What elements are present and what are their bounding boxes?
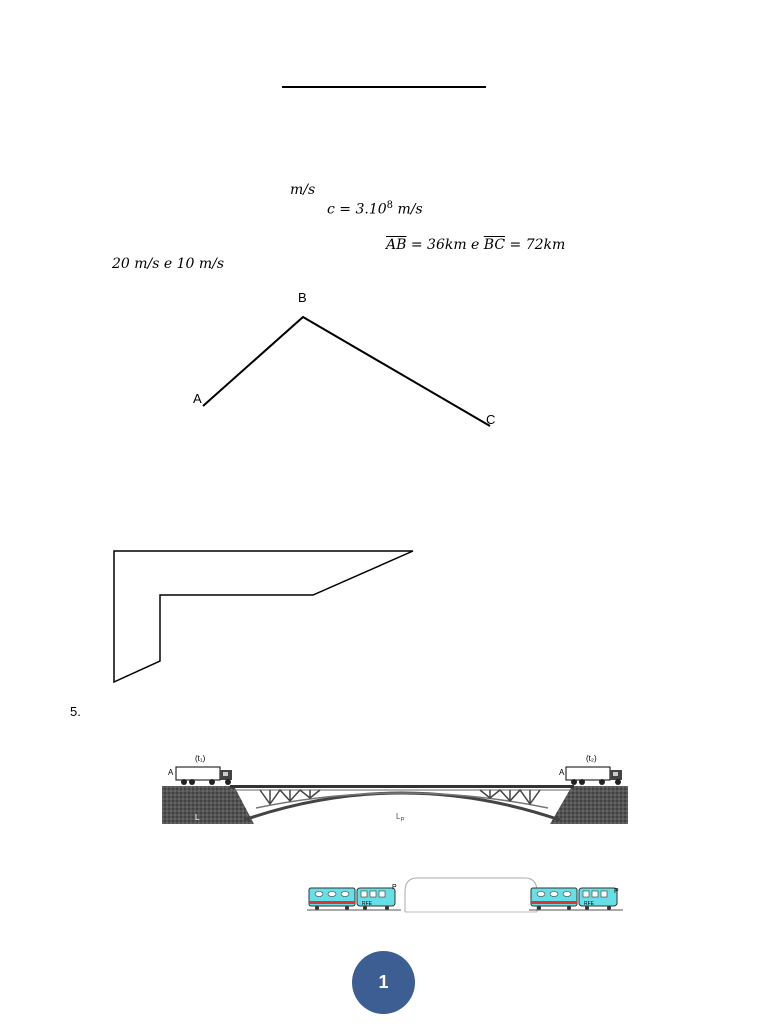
segment-bc-value: = 72km — [505, 237, 566, 253]
train-left — [307, 888, 401, 910]
a-right-label: A — [559, 768, 565, 777]
light-speed-prefix: c = 3.10 — [327, 201, 387, 218]
t1-label: (t₁) — [195, 754, 206, 763]
train-left-code: RFE — [362, 901, 372, 907]
bridge-illustration — [160, 752, 630, 832]
train-right-code: RFE — [584, 901, 594, 907]
l-bridge-letter: L — [396, 812, 401, 821]
segment-ab-value: = 36km e — [406, 237, 484, 253]
l-left-label: L — [195, 813, 200, 822]
light-speed-exponent: 8 — [386, 200, 394, 211]
train-tunnel-illustration — [305, 868, 625, 918]
right-bank — [550, 786, 628, 824]
l-bridge-label — [396, 812, 404, 824]
truck-right — [566, 767, 622, 785]
t2-label: (t₂) — [586, 754, 597, 763]
speed-unit-text: m/s — [290, 182, 316, 198]
l-bridge-subscript: P — [400, 817, 405, 824]
light-speed-unit: m/s — [397, 201, 423, 218]
train-right — [529, 888, 623, 910]
speeds-text: 20 m/s e 10 m/s — [112, 256, 225, 272]
bridge-deck — [230, 785, 574, 788]
l-shape-outline — [114, 551, 413, 682]
point-c-label: C — [486, 412, 496, 427]
tunnel-outline — [405, 878, 537, 912]
point-a-label: A — [193, 391, 202, 406]
truck-left — [176, 767, 232, 785]
left-bank — [162, 786, 254, 824]
page-number: 1 — [378, 972, 389, 992]
point-b-label: B — [298, 290, 307, 305]
train-left-p-label: P — [392, 884, 397, 891]
segment-ab-label: $\overline{AB}$ — [386, 237, 407, 253]
item-number: 5. — [70, 704, 81, 719]
a-left-label: A — [168, 768, 174, 777]
segment-bc-label: $\overline{BC}$ — [483, 237, 506, 253]
page-number-badge — [352, 951, 415, 1014]
train-right-p-label: P — [614, 888, 619, 895]
